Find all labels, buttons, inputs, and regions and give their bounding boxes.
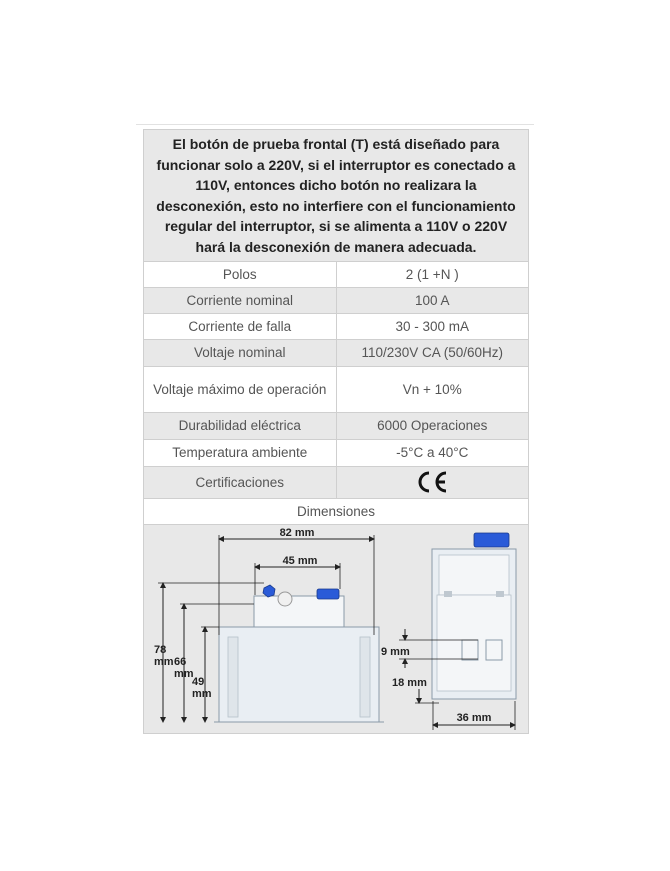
dim-82-label: 82 mm	[279, 526, 315, 539]
table-row-certificaciones	[144, 467, 528, 499]
lever-icon	[317, 589, 339, 599]
row-key: Certificaciones	[144, 467, 337, 498]
row-value: 110/230V CA (50/60Hz)	[361, 345, 504, 361]
row-value: 2 (1 +N )	[405, 266, 459, 282]
table-row-voltaje-nominal	[144, 340, 528, 367]
row-value: 6000 Operaciones	[377, 418, 488, 434]
table-row-corriente-nominal	[144, 288, 528, 314]
dim-18-label: 18 mm	[392, 676, 427, 689]
row-key: Voltaje máximo de operación	[144, 367, 337, 412]
row-value: -5°C a 40°C	[396, 445, 469, 461]
table-row-polos	[144, 262, 528, 288]
dimension-diagram	[144, 525, 528, 733]
test-button-note: El botón de prueba frontal (T) está diseñado para funcionar solo a 220V, si el interruptor es conectado a 110V, entonces dicho botón no realizara la desconexión, esto no interfiere con el funcionamiento regular del interruptor, si se alimenta a 110V o 220V hará la desconexión de manera adecuada.	[144, 130, 528, 262]
row-value: 100 A	[414, 292, 450, 308]
dim-36-label: 36 mm	[456, 711, 492, 724]
dimensions-label: Dimensiones	[144, 499, 528, 525]
row-key: Temperatura ambiente	[144, 440, 337, 466]
test-button-icon	[263, 585, 275, 597]
spec-table	[143, 129, 529, 734]
side-view	[432, 533, 516, 699]
table-row-temperatura	[144, 440, 528, 467]
ce-mark-icon	[415, 470, 449, 494]
row-value: 30 - 300 mA	[395, 318, 470, 334]
dim-66-label: 66	[174, 655, 187, 668]
dim-78-unit: mm	[154, 655, 174, 668]
table-row-corriente-falla	[144, 314, 528, 340]
dim-78-label: 78	[154, 643, 167, 656]
dim-49-label: 49	[192, 675, 205, 688]
row-key: Corriente de falla	[144, 314, 337, 339]
side-lever-icon	[474, 533, 509, 547]
dim-45-label: 45 mm	[282, 554, 318, 567]
row-key: Polos	[144, 262, 337, 287]
row-value: Vn + 10%	[402, 381, 462, 397]
ce-mark-cell	[337, 467, 529, 498]
front-view	[214, 585, 384, 722]
row-key: Voltaje nominal	[144, 340, 337, 366]
row-key: Corriente nominal	[144, 288, 337, 313]
dim-9-label: 9 mm	[381, 645, 410, 658]
table-row-voltaje-maximo	[144, 367, 528, 413]
table-row-durabilidad	[144, 413, 528, 440]
dim-66-unit: mm	[174, 667, 194, 680]
dim-49-unit: mm	[192, 687, 212, 700]
top-divider	[136, 124, 534, 125]
dimension-drawing	[144, 525, 528, 733]
row-key: Durabilidad eléctrica	[144, 413, 337, 439]
